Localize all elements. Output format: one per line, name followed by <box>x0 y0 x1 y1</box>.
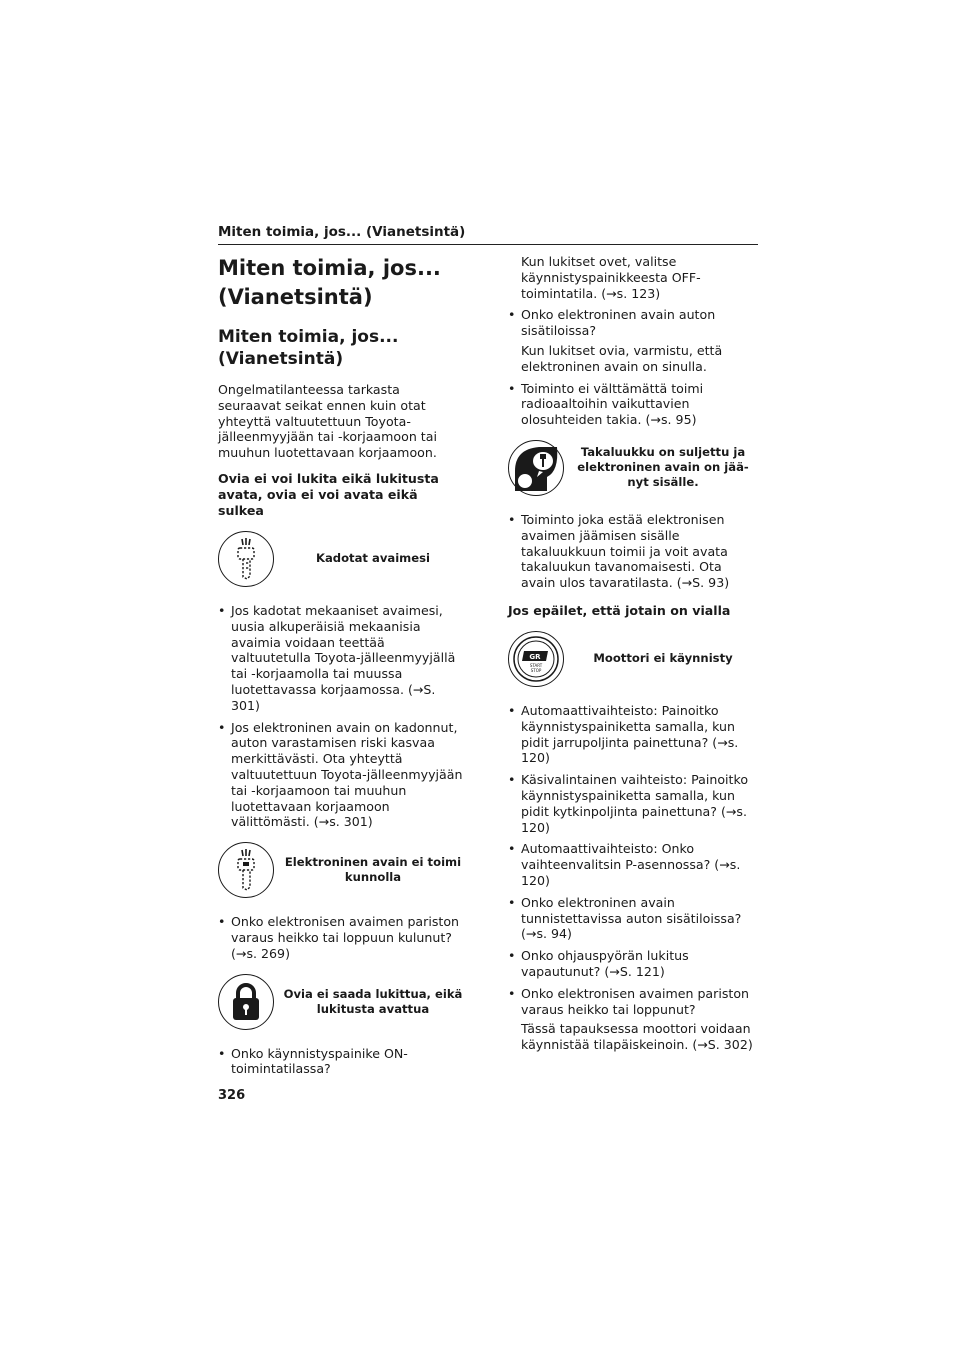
fault-section-heading: Jos epäilet, että jotain on vialla <box>508 602 731 618</box>
gr-logo: GR <box>529 652 541 661</box>
electronic-key-bullets <box>218 914 466 961</box>
list-item: • Jos elektroninen avain on kadonnut, auton varastamisen riski kasvaa merkittävästi. Ota yhteyttä valtuutettuun Toyota-jälleenmyyjään tai -korjaamoon tai muuhun luotettavaan korjaamoon välittömästi. (→s. 301) <box>218 720 466 831</box>
list-item-text: Toiminto ei välttämättä toimi radioaaltoihin vaikuttavien olosuhteiden takia. (→s. 95) <box>521 380 704 428</box>
list-item: • Käsivalintainen vaihteisto: Painoitko käynnistyspainiketta samalla, kun pidit kytkinpoljinta painettuna? (→s. 120) <box>508 772 756 835</box>
doors-section-heading: Ovia ei voi lukita eikä lukitusta avata, ovia ei voi avata eikä sulkea <box>218 470 439 518</box>
list-item: • Onko elektroninen avain tunnistettavissa auton sisätiloissa? (→s. 94) <box>508 895 756 942</box>
engine-start-block <box>508 631 756 687</box>
engine-start-caption: Moottori ei käynnisty <box>593 651 733 666</box>
lost-key-block <box>218 531 466 587</box>
lock-caption: Ovia ei saada lukittua, eikä lukitusta avattua <box>283 986 463 1016</box>
lost-key-caption: Kadotat avaimesi <box>315 551 430 566</box>
start-label: START <box>529 662 543 668</box>
page-title <box>218 254 466 312</box>
lock-bullets <box>218 1046 466 1078</box>
list-item: • Toiminto joka estää elektronisen avaimen jäämisen sisälle takaluukkuun toimii ja voit avata takaluukun tavanomaisesti. Ota avain ulos tavaratilasta. (→S. 93) <box>508 512 756 591</box>
list-item <box>508 986 756 1053</box>
right-column <box>508 254 756 1059</box>
lock-block <box>218 974 466 1030</box>
list-item <box>508 381 756 428</box>
trunk-key-caption: Takaluukku on suljettu ja elektroninen avain on jää-nyt sisälle. <box>577 445 749 490</box>
electronic-key-caption: Elektroninen avain ei toimi kunnolla <box>284 855 462 885</box>
intro-paragraph: Ongelmatilanteessa tarkasta seuraavat seikat ennen kuin otat yhteyttä valtuutettuun Toyota-jälleenmyyjään tai -korjaamoon tai muuhun luotettavaan korjaamoon. <box>218 382 437 461</box>
page-title-line1: Miten toimia, jos... <box>218 256 441 280</box>
start-stop-button-icon <box>508 631 564 687</box>
inside-key-bullets <box>508 307 756 428</box>
list-item: • Onko käynnistyspainike ON-toimintatilassa? <box>218 1046 466 1078</box>
electronic-key-icon <box>218 842 274 898</box>
page-title-line2: (Vianetsintä) <box>218 285 373 309</box>
continued-text: Kun lukitset ovet, valitse käynnistyspainikkeesta OFF-toimintatila. (→s. 123) <box>521 254 701 301</box>
stop-label: STOP <box>530 667 542 673</box>
list-item: • Automaattivaihteisto: Painoitko käynnistyspainiketta samalla, kun pidit jarrupoljinta painettuna? (→s. 120) <box>508 703 756 766</box>
trunk-key-icon <box>508 440 564 496</box>
list-item: • Jos kadotat mekaaniset avaimesi, uusia alkuperäisiä mekaanisia avaimia voidaan teettää valtuutetulla Toyota-jälleenmyyjällä tai -korjaamolla tai muussa luotettavassa korjaamossa. (→S. 301) <box>218 603 466 714</box>
list-item: • Automaattivaihteisto: Onko vaihteenvalitsin P-asennossa? (→s. 120) <box>508 841 756 888</box>
lost-key-icon <box>218 531 274 587</box>
list-item: • Onko elektronisen avaimen pariston varaus heikko tai loppuun kulunut? (→s. 269) <box>218 914 466 961</box>
section-subtitle: Miten toimia, jos... (Vianetsintä) <box>218 327 399 369</box>
list-item-text: Onko elektroninen avain auton sisätiloissa? <box>521 307 716 339</box>
list-item <box>508 307 756 374</box>
electronic-key-block <box>218 842 466 898</box>
list-item-note: Kun lukitset ovia, varmistu, että elektroninen avain on sinulla. <box>521 342 723 374</box>
engine-bullets <box>508 703 756 1053</box>
trunk-bullets <box>508 512 756 591</box>
page-number: 326 <box>218 1088 246 1103</box>
list-item-note: Tässä tapauksessa moottori voidaan käynnistää tilapäiskeinoin. (→S. 302) <box>521 1021 753 1053</box>
lost-key-bullets <box>218 603 466 830</box>
list-item: • Onko ohjauspyörän lukitus vapautunut? (→S. 121) <box>508 948 756 980</box>
running-header: Miten toimia, jos... (Vianetsintä) <box>218 224 758 245</box>
trunk-key-block <box>508 440 756 496</box>
list-item-text: Onko elektronisen avaimen pariston varaus heikko tai loppunut? <box>521 985 750 1017</box>
left-column <box>218 254 466 1083</box>
padlock-icon <box>218 974 274 1030</box>
